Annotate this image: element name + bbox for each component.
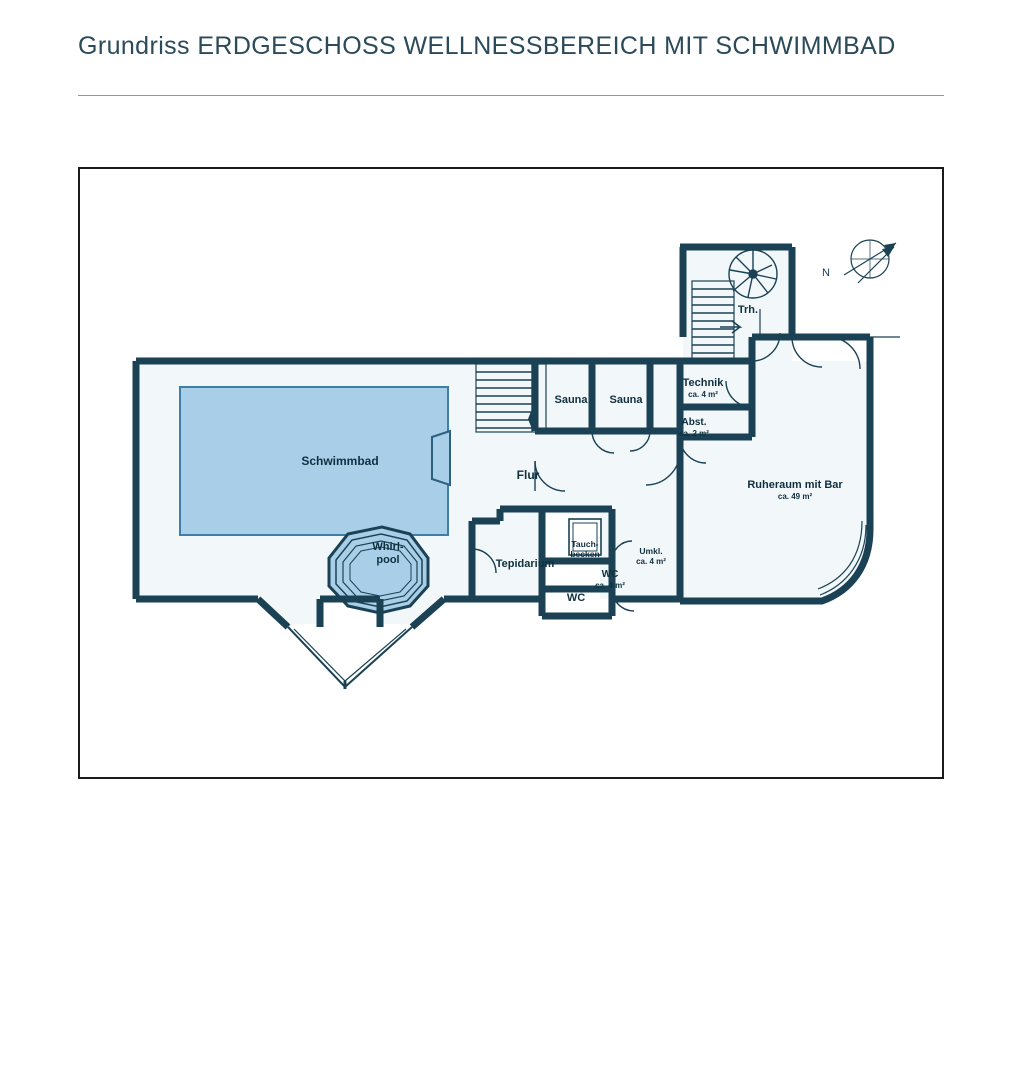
room-label-flur: Flur [516, 468, 540, 482]
room-label-whirlpool-line1: Whirl- [372, 541, 404, 553]
room-label-tauchbecken-line2: becken [570, 549, 600, 560]
title-divider [78, 95, 944, 96]
room-label-tauchbecken [554, 539, 616, 559]
room-label-sauna-2: Sauna [609, 394, 643, 406]
floorplan-frame [78, 167, 944, 779]
compass-north-label: N [822, 267, 830, 279]
room-label-wc-1 [586, 569, 634, 590]
room-area-wc-1: ca. 4 m² [595, 580, 625, 590]
room-label-technik-name: Technik [682, 377, 724, 389]
room-label-technik [660, 377, 746, 399]
room-label-wc-2: WC [566, 592, 586, 604]
room-label-abstell [658, 417, 730, 438]
room-area-technik: ca. 4 m² [688, 389, 718, 399]
room-area-abstell: ca. 2 m² [679, 428, 709, 438]
room-label-tepidarium: Tepidarium [495, 558, 555, 570]
room-label-treppenhaus: Trh. [737, 304, 759, 316]
room-label-schwimmbad: Schwimmbad [301, 454, 379, 468]
room-area-umkleide: ca. 4 m² [636, 556, 666, 566]
room-label-tauchbecken-line1: Tauch- [571, 539, 599, 549]
room-label-umkleide [623, 547, 679, 566]
page-title-prefix: Grundriss [78, 32, 198, 60]
room-label-ruheraum-name: Ruheraum mit Bar [747, 479, 843, 491]
room-label-umkleide-name: Umkl. [639, 546, 663, 556]
page-title-main: ERDGESCHOSS WELLNESSBEREICH MIT SCHWIMMBAD [197, 32, 896, 60]
room-label-abstell-name: Abst. [681, 417, 707, 428]
room-area-ruheraum: ca. 49 m² [777, 491, 813, 501]
room-label-ruheraum [700, 479, 890, 501]
page-title [78, 32, 896, 61]
room-label-whirlpool-line2: pool [376, 553, 400, 566]
room-label-whirlpool [348, 541, 428, 566]
compass-rose [844, 240, 896, 283]
room-label-sauna-1: Sauna [554, 394, 588, 406]
room-label-wc-1-name: WC [601, 569, 619, 580]
